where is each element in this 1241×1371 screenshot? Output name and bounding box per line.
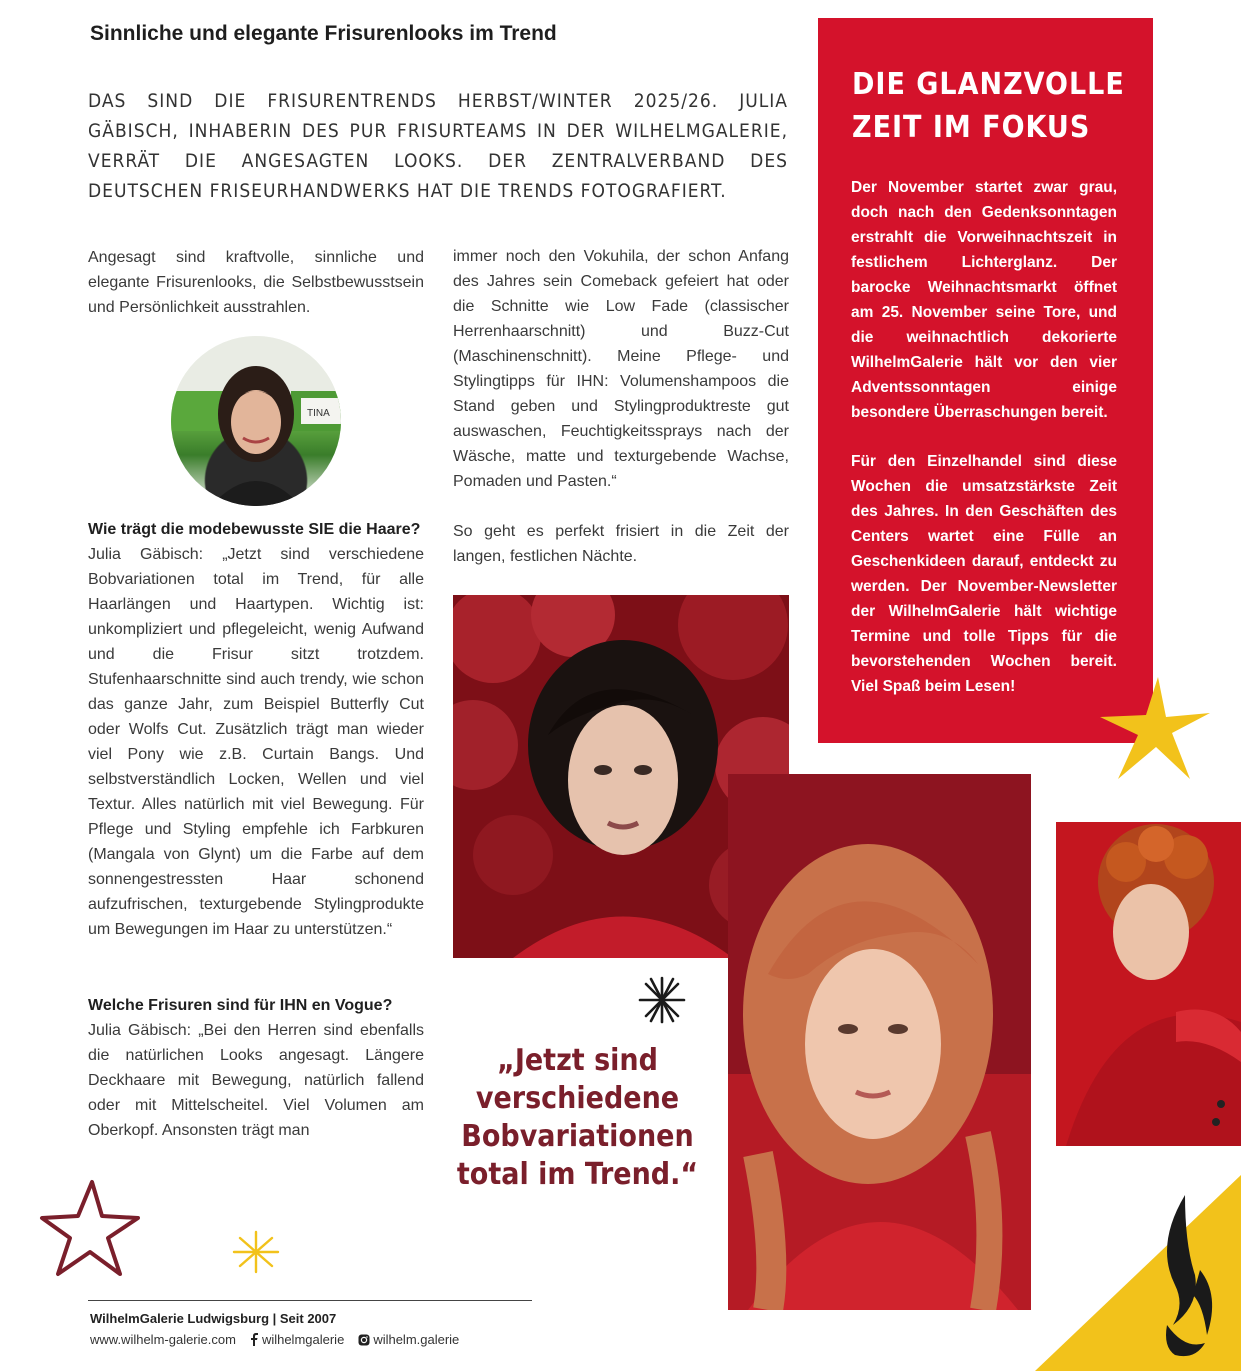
intro-paragraph [88,245,424,320]
footer-brand: WilhelmGalerie Ludwigsburg | Seit 2007 [90,1311,337,1326]
closing-text: So geht es perfekt frisiert in die Zeit der langen, festlichen Nächte. [453,523,789,565]
instagram-icon [358,1334,370,1346]
pull-quote: „Jetzt sind verschiedene Bobvariationen total im Trend.“ [456,1043,699,1192]
photo-curly-men-hairstyle [1056,822,1241,1146]
footer-instagram-link[interactable] [358,1332,459,1347]
photo-man-illustration [1056,822,1241,1146]
interview-her [88,517,424,942]
facebook-icon [250,1333,259,1346]
intro-text: Angesagt sind kraftvolle, sinnliche und elegante Frisurenlooks, die Selbstbewusstsein und Persönlichkeit ausstrahlen. [88,249,424,316]
photo-curtain-bangs-hairstyle [728,774,1031,1310]
question-him: Welche Frisuren sind für IHN en Vogue? [88,997,393,1014]
interview-him-continued [453,244,789,494]
footer-facebook-link[interactable] [250,1332,344,1347]
answer-him-continued: immer noch den Vokuhila, der schon Anfang des Jahres sein Comeback gefeiert hat oder die Schnitte wie Low Fade (classischer Herrenhaarschnitt) und Buzz-Cut (Maschinenschnitt). Meine Pflege- und Stylingtipps für IHN: Volumenshampoos die Stand geben und Stylingproduktreste gut auswaschen, Feuchtigkeitssprays nach der Wäsche, matte und texturgebende Wachse, Pomaden und Pasten.“ [453,248,789,490]
sidebar-paragraph-2: Für den Einzelhandel sind diese Wochen die umsatzstärkste Zeit des Jahres. In den Geschäften des Centers wartet eine Fülle an Geschenkideen darauf, entdeckt zu werden. Der November-Newsletter der WilhelmGalerie hält wichtige Termine und tolle Tipps für die bevorstehenden Wochen bereit. Viel Spaß beim Lesen! [851,453,1117,695]
asterisk-decoration-icon [637,975,687,1025]
portrait-illustration [171,336,341,506]
instagram-handle: wilhelm.galerie [373,1332,460,1347]
outline-star-decoration-icon [38,1178,142,1280]
svg-text:TINA: TINA [307,408,330,419]
sidebar-box [818,18,1153,743]
question-her: Wie trägt die modebewusste SIE die Haare? [88,521,421,538]
facebook-handle: wilhelmgalerie [261,1332,345,1347]
footer-links [90,1332,459,1347]
answer-her: Julia Gäbisch: „Jetzt sind verschiedene Bobvariationen total im Trend, für alle Haarlängen und Haartypen. Wichtig ist: unkompliziert und pflegeleicht, wenig Aufwand und die Frisur sitzt trotzdem. Stufenhaarschnitte sind auch trendy, wie schon das ganze Jahr, zum Beispiel Butterfly Cut oder Wolfs Cut. Zusätzlich trägt man wieder viel Pony wie z.B. Curtain Bangs. Und selbstverständlich Locken, Wellen und viel Textur. Alles natürlich mit viel Bewegung. Für Pflege und Styling empfehle ich Farbkuren (Mangala von Glynt) um die Farbe auf dem sonnengestressten Haar schonend aufzufrischen, texturgebende Stylingprodukte um Bewegungen im Haar zu unterstützen.“ [88,546,424,938]
sidebar-paragraph-1: Der November startet zwar grau, doch nach den Gedenksonntagen erstrahlt die Vorweihnachtszeit in festlichem Lichterglanz. Der barocke Weihnachtsmarkt öffnet am 25. November seine Tore, und die weihnachtlich dekorierte WilhelmGalerie hält vor den vier Adventssonntagen einige besondere Überraschungen bereit. [851,179,1117,421]
corner-logo-block [1035,1175,1241,1371]
photo-redhead-illustration [728,774,1031,1310]
article-lead: DAS SIND DIE FRISURENTRENDS HERBST/WINTER 2025/26. JULIA GÄBISCH, INHABERIN DES PUR FRISURTEAMS IN DER WILHELMGALERIE, VERRÄT DIE ANGESAGTEN LOOKS. DER ZENTRALVERBAND DES DEUTSCHEN FRISEURHANDWERKS HAT DIE TRENDS FOTOGRAFIERT. [88,90,788,202]
answer-him: Julia Gäbisch: „Bei den Herren sind ebenfalls die natürlichen Looks angesagt. Längere Deckhaare mit Bewegung, natürlich fallend oder mit Mittelscheitel. Viel Volumen am Oberkopf. Ansonsten trägt man [88,1022,424,1139]
footer-website-link[interactable]: www.wilhelm-galerie.com [90,1332,236,1347]
yellow-star-decoration-icon [1098,675,1213,785]
portrait-julia-gaebisch [171,336,341,506]
yellow-corner-triangle [1035,1175,1241,1371]
interview-him [88,993,424,1143]
footer-divider [88,1300,532,1301]
article-headline: Sinnliche und elegante Frisurenlooks im Trend [90,22,557,45]
sidebar-title: DIE GLANZVOLLE ZEIT IM FOKUS [852,67,1125,145]
yellow-sparkle-icon [232,1230,280,1274]
closing-paragraph [453,519,789,569]
